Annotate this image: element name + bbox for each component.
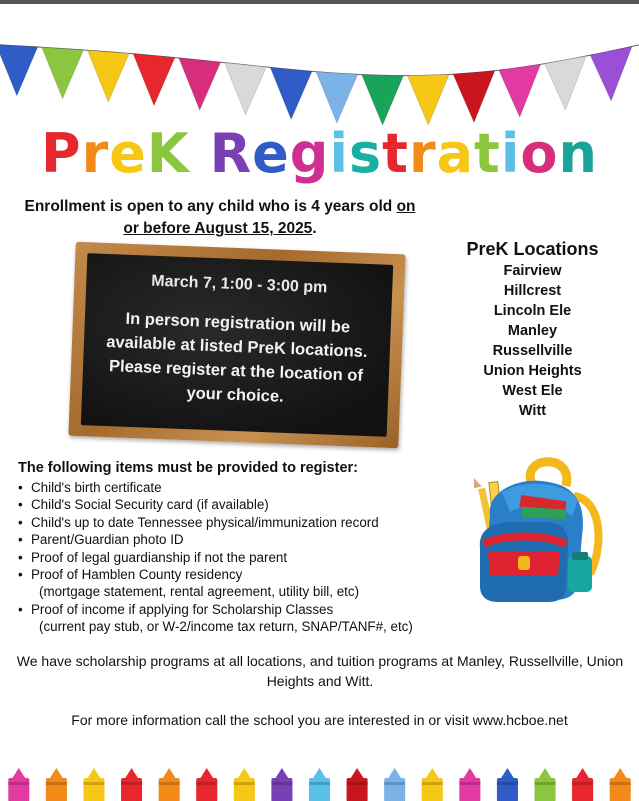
scholarship-note: We have scholarship programs at all locations, and tuition programs at Manley, Russellville, Union Heights and Witt. (16, 653, 624, 689)
chalkboard-date-time: March 7, 1:00 - 3:00 pm (151, 272, 328, 297)
title-letter: g (289, 122, 330, 185)
chalkboard-message: In person registration will be available at listed PreK locations. Please register at the location of your choice. (105, 309, 368, 406)
crayon (121, 768, 142, 801)
intro-deadline: on or before August 15, 2025 (123, 198, 416, 237)
requirement-item (18, 531, 478, 548)
crayon (8, 768, 29, 801)
title-letter: i (329, 122, 349, 185)
bunting-flag (225, 63, 267, 115)
requirement-item (18, 479, 478, 496)
requirement-item (18, 566, 478, 601)
requirement-text: Child's Social Security card (if available) (31, 497, 269, 513)
requirements-list (18, 479, 478, 636)
requirement-item (18, 496, 478, 513)
bunting-flag (545, 56, 587, 110)
location-item: Lincoln Ele (493, 303, 572, 319)
title-letter: e (109, 122, 147, 185)
requirement-text: Proof of legal guardianship if not the parent (31, 549, 288, 565)
bunting-flag (133, 54, 175, 106)
requirement-text: Child's up to date Tennessee physical/immunization record (31, 514, 379, 530)
crayon (610, 768, 631, 801)
requirements-title: The following items must be provided to register: (18, 460, 358, 476)
locations-list (440, 261, 625, 421)
location-item: Hillcrest (503, 283, 562, 299)
requirement-text: Proof of Hamblen County residency (31, 567, 243, 583)
title-letter: t (474, 122, 501, 185)
title-letter: o (520, 122, 559, 185)
title-letter: r (408, 122, 437, 185)
backpack-illustration (462, 456, 612, 606)
crayon (572, 768, 593, 801)
location-item: Russellville (492, 343, 573, 359)
requirement-item (18, 601, 478, 636)
crayon (196, 768, 217, 801)
crayon (46, 768, 67, 801)
bunting-flag (179, 58, 221, 110)
bunting-flag (270, 67, 312, 119)
crayon (83, 768, 104, 801)
bunting-flag (453, 71, 495, 123)
crayon (234, 768, 255, 801)
title-letter: P (41, 122, 82, 185)
requirement-item (18, 514, 478, 531)
crayon (422, 768, 443, 801)
locations-title: PreK Locations (466, 239, 599, 259)
page-title (0, 122, 639, 185)
intro-text-2: . (312, 220, 317, 237)
chalkboard (68, 242, 405, 449)
bunting-flag (316, 72, 358, 123)
location-item: Witt (518, 403, 547, 419)
title-letter: s (348, 122, 383, 185)
bunting-flag (87, 50, 129, 102)
title-letter: K (146, 122, 190, 185)
requirement-subtext: (mortgage statement, rental agreement, utility bill, etc) (39, 584, 360, 600)
crayon (497, 768, 518, 801)
location-item: West Ele (502, 383, 563, 399)
chalkboard-surface (81, 253, 393, 437)
bunting-flag (42, 47, 84, 98)
bunting-flag (0, 45, 38, 96)
requirement-text: Proof of income if applying for Scholarship Classes (31, 601, 334, 617)
bunting-flag (407, 74, 449, 125)
title-letter: r (81, 122, 110, 185)
crayon (309, 768, 330, 801)
intro-text-1: Enrollment is open to any child who is 4 years old (24, 198, 397, 215)
requirement-text: Parent/Guardian photo ID (31, 532, 184, 548)
bunting-flag (590, 46, 632, 100)
title-letter: n (558, 122, 598, 185)
location-item: Fairview (503, 263, 562, 279)
crayon (384, 768, 405, 801)
crayon-border (0, 766, 639, 801)
bunting-flag (362, 75, 404, 125)
title-letter: e (252, 122, 290, 185)
crayon (459, 768, 480, 801)
crayon (347, 768, 368, 801)
bunting-banner (0, 0, 639, 125)
title-letter: i (500, 122, 521, 185)
requirement-text: Child's birth certificate (31, 480, 162, 495)
enrollment-intro (20, 196, 420, 240)
crayon (535, 768, 556, 801)
title-letter (190, 122, 210, 185)
bunting-flag (499, 64, 541, 117)
title-letter: R (209, 122, 253, 185)
more-info: For more information call the school you are interested in or visit www.hcboe.net (71, 712, 568, 728)
crayon (159, 768, 180, 801)
crayon (271, 768, 292, 801)
prek-locations (440, 237, 625, 421)
title-letter: t (382, 122, 409, 185)
requirement-subtext: (current pay stub, or W-2/income tax return, SNAP/TANF#, etc) (39, 619, 413, 635)
requirements-section (18, 458, 478, 636)
title-letter: a (436, 122, 475, 185)
location-item: Union Heights (483, 363, 582, 379)
location-item: Manley (507, 323, 558, 339)
requirement-item (18, 549, 478, 566)
